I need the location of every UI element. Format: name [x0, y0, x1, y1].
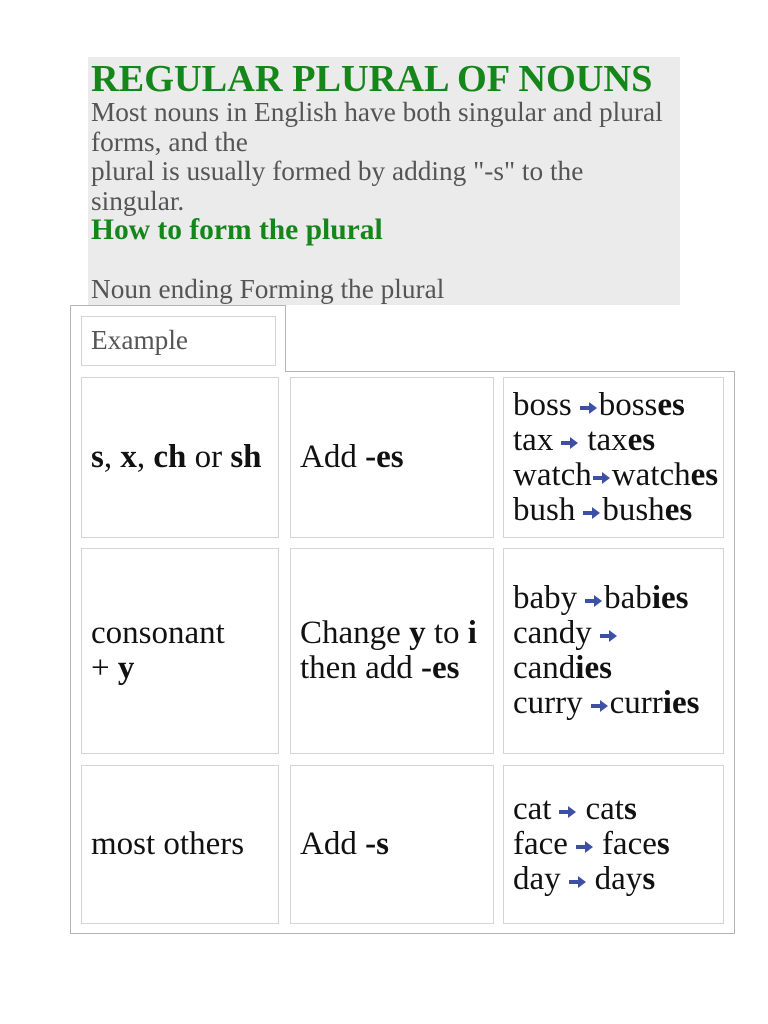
plural-word: [585, 791, 636, 827]
plural-stem: boss: [598, 386, 658, 423]
plural-rule-line: [300, 616, 493, 651]
example-watch: [513, 458, 723, 493]
plural-suffix: es: [664, 491, 693, 528]
plural-suffix: es: [657, 386, 685, 423]
plural-suffix: es: [690, 456, 719, 493]
table-header-example: [81, 316, 276, 366]
plural-suffix: ies: [662, 685, 700, 721]
singular-word: boss: [513, 386, 572, 423]
singular-word: face: [513, 826, 568, 862]
examples-cell: [503, 765, 724, 924]
intro-line: forms, and the: [91, 126, 248, 157]
plural-stem: bab: [604, 580, 652, 616]
plural-stem: tax: [587, 421, 628, 458]
text-segment: ch: [153, 439, 187, 475]
arrow-right-icon: [593, 472, 610, 484]
text-segment: ,: [136, 439, 154, 475]
example-bush: [513, 493, 723, 528]
text-segment: sh: [230, 439, 262, 475]
text-segment: i: [467, 615, 477, 651]
plural-stem: curr: [609, 685, 663, 721]
example-boss: [513, 388, 723, 423]
example-day: [513, 862, 723, 897]
text-segment: most others: [91, 826, 245, 862]
plural-word: [612, 457, 718, 493]
plural-suffix: ies: [575, 650, 612, 686]
plural-word: [602, 492, 692, 528]
plural-rule-cell: [290, 765, 494, 924]
plural-suffix: s: [656, 826, 670, 862]
plural-word: [587, 422, 655, 458]
intro-line: singular.: [91, 185, 185, 216]
plural-rule-cell: [290, 548, 494, 754]
example-baby: [513, 581, 723, 616]
text-segment: y: [409, 615, 426, 651]
plural-suffix: s: [642, 861, 656, 897]
plural-word: [599, 387, 685, 423]
text-segment: Add: [300, 826, 366, 862]
text-segment: Add: [300, 439, 366, 475]
column-headings-line: Noun ending Forming the plural: [91, 274, 445, 304]
intro-panel: [88, 57, 680, 305]
example-cat: [513, 792, 723, 827]
arrow-right-icon: [561, 437, 578, 449]
plural-stem: face: [601, 826, 657, 862]
plural-word: [513, 651, 723, 686]
arrow-right-icon: [583, 507, 600, 519]
singular-word: curry: [513, 685, 583, 721]
example-tax: [513, 423, 723, 458]
plural-suffix: es: [627, 421, 656, 458]
arrow-right-icon: [576, 841, 593, 853]
arrow-right-icon: [591, 700, 608, 712]
text-segment: consonant: [91, 615, 225, 651]
example-face: [513, 827, 723, 862]
noun-ending-cell: [81, 548, 279, 754]
noun-ending-line: [91, 827, 278, 862]
plural-suffix: ies: [651, 580, 689, 616]
plural-stem: bush: [602, 491, 665, 528]
text-segment: -es: [365, 439, 404, 475]
examples-cell: [503, 377, 724, 538]
noun-ending-cell: [81, 377, 279, 538]
plural-rule-line: [300, 651, 493, 686]
arrow-right-icon: [580, 402, 597, 414]
singular-word: day: [513, 861, 561, 897]
singular-word: bush: [513, 491, 576, 528]
plural-word: [595, 861, 656, 897]
plural-word: [610, 685, 700, 721]
noun-ending-line: [91, 440, 278, 475]
noun-ending-line: [91, 651, 278, 686]
plural-stem: cat: [585, 791, 624, 827]
text-segment: x: [120, 439, 137, 475]
text-segment: s: [91, 439, 104, 475]
singular-word: tax: [513, 421, 554, 458]
example-candy: [513, 616, 723, 686]
arrow-right-icon: [569, 876, 586, 888]
section-heading: How to form the plural: [91, 214, 383, 246]
plural-rule-line: [300, 440, 493, 475]
intro-line: plural is usually formed by adding "-s" to the: [91, 156, 584, 186]
noun-ending-cell: [81, 765, 279, 924]
intro-line: Most nouns in English have both singular and plural: [91, 97, 663, 127]
arrow-right-icon: [559, 806, 576, 818]
text-segment: -es: [420, 650, 460, 686]
singular-word: candy: [513, 615, 592, 651]
singular-word: baby: [513, 580, 578, 616]
text-segment: +: [91, 650, 118, 686]
text-segment: then add: [300, 650, 421, 686]
plural-word: [604, 580, 688, 616]
text-segment: y: [117, 650, 135, 686]
plural-stem: day: [594, 861, 643, 897]
arrow-right-icon: [600, 630, 617, 642]
text-segment: -s: [365, 826, 389, 862]
header-cell-label: Example: [91, 325, 189, 356]
plural-stem: watch: [611, 456, 691, 493]
text-segment: ,: [103, 439, 121, 475]
plural-word: [602, 826, 670, 862]
singular-word: cat: [513, 791, 552, 827]
plural-rule-line: [300, 827, 493, 862]
plural-rule-cell: [290, 377, 494, 538]
text-segment: or: [186, 439, 231, 475]
text-segment: to: [425, 615, 468, 651]
page-title: REGULAR PLURAL OF NOUNS: [91, 58, 653, 100]
text-segment: Change: [300, 615, 410, 651]
noun-ending-line: [91, 616, 278, 651]
arrow-right-icon: [585, 595, 602, 607]
plural-suffix: s: [623, 791, 637, 827]
singular-word: watch: [513, 456, 592, 493]
example-curry: [513, 686, 723, 721]
plural-stem: cand: [513, 650, 576, 686]
examples-cell: [503, 548, 724, 754]
